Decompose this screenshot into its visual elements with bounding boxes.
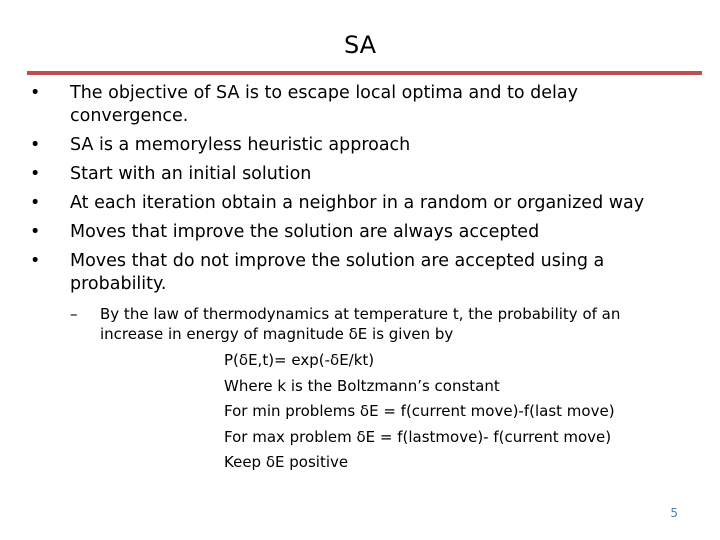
bullet-text: At each iteration obtain a neighbor in a random or organized way xyxy=(70,193,645,213)
bullet-item xyxy=(30,250,700,296)
bullet-marker: • xyxy=(30,193,41,213)
formula-line: For max problem δE = f(lastmove)- f(current move) xyxy=(224,427,612,446)
bullet-item xyxy=(30,163,700,186)
bullet-marker: • xyxy=(30,83,41,103)
bullet-text: SA is a memoryless heuristic approach xyxy=(70,135,411,155)
bullet-marker: • xyxy=(30,222,41,242)
bullet-list xyxy=(30,82,700,302)
formula-line: P(δE,t)= exp(-δE/kt) xyxy=(224,351,375,369)
bullet-item xyxy=(30,192,700,215)
bullet-text: Moves that do not improve the solution are accepted using a probability. xyxy=(70,251,605,294)
title-divider xyxy=(27,71,702,75)
bullet-marker: • xyxy=(30,164,41,184)
bullet-item xyxy=(30,134,700,157)
sub-bullet xyxy=(70,304,670,344)
bullet-text: Start with an initial solution xyxy=(70,164,312,184)
bullet-text: The objective of SA is to escape local optima and to delay convergence. xyxy=(70,83,578,126)
bullet-item xyxy=(30,82,700,128)
bullet-item xyxy=(30,221,700,244)
page-number: 5 xyxy=(670,506,678,520)
formula-line: Keep δE positive xyxy=(224,453,349,471)
formula-line: For min problems δE = f(current move)-f(last move) xyxy=(224,402,615,420)
sub-bullet-text: By the law of thermodynamics at temperature t, the probability of an increase in energy of magnitude δE is given by xyxy=(100,305,621,343)
bullet-text: Moves that improve the solution are always accepted xyxy=(70,222,540,242)
formula-line: Where k is the Boltzmann’s constant xyxy=(224,376,500,395)
bullet-marker: • xyxy=(30,251,41,271)
slide-title: SA xyxy=(343,31,377,59)
sub-bullet-marker: – xyxy=(70,305,78,323)
bullet-marker: • xyxy=(30,135,41,155)
formula-block xyxy=(224,348,694,476)
